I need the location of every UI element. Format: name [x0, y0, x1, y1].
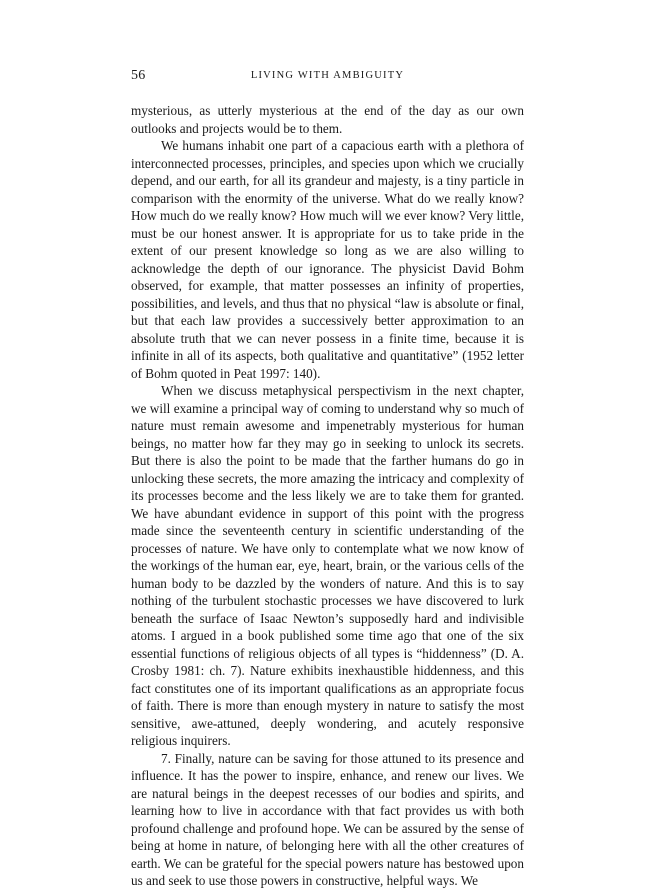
paragraph-knowledge: We humans inhabit one part of a capacious earth with a plethora of interconnected processes, principles, and species upon which we crucially depend, and our earth, for all its grandeur and majesty, is a tiny particle in comparison with the enormity of the universe. What do we really know? How much do we really know? How much will we ever know? Very little, must be our honest answer. It is appropriate for us to take pride in the extent of our present knowledge so long as we are also willing to acknowledge the depth of our ignorance. The physicist David Bohm observed, for example, that matter possesses an infinity of properties, possibilities, and levels, and thus that no physical “law is absolute or final, but that each law provides a successively better approximation to an absolute truth that we can never possess in a finite time, because it is infinite in all of its aspects, both qualitative and quantitative” (1952 letter of Bohm quoted in Peat 1997: 140).: [131, 138, 524, 381]
running-title: LIVING WITH AMBIGUITY: [250, 70, 405, 81]
paragraph-continued: mysterious, as utterly mysterious at the end of the day as our own outlooks and projects would be to them.: [131, 103, 524, 136]
book-page: [131, 68, 524, 890]
paragraph-mystery: When we discuss metaphysical perspectivism in the next chapter, we will examine a principal way of coming to understand why so much of nature must remain awesome and impenetrably mysterious for human beings, no matter how far they may go in seeking to unlock its secrets. But there is also the point to be made that the farther humans do go in unlocking these secrets, the more amazing the intricacy and complexity of its processes become and the less likely we are to take them for granted. We have abundant evidence in support of this point with the progress made since the seventeenth century in scientific understanding of the processes of nature. We have only to contemplate what we now know of the workings of the human ear, eye, heart, brain, or the various cells of the human body to be dazzled by the wonders of nature. And this is to say nothing of the turbulent stochastic processes we have discovered to lurk beneath the surface of Isaac Newton’s supposedly hard and indivisible atoms. I argued in a book published some time ago that one of the six essential functions of religious objects of all types is “hiddenness” (D. A. Crosby 1981: ch. 7). Nature exhibits inexhaustible hiddenness, and this fact constitutes one of its important qualifications as an appropriate focus of faith. There is more than enough mystery in nature to satisfy the most sensitive, awe-attuned, deeply wondering, and acutely responsive religious inquirers.: [131, 383, 524, 748]
paragraph-saving: 7. Finally, nature can be saving for those attuned to its presence and influence. It has the power to inspire, enhance, and renew our lives. We are natural beings in the deepest recesses of our bodies and spirits, and learning how to live in accordance with that fact provides us with both profound challenge and profound hope. We can be assured by the sense of being at home in nature, of belonging here with all the other creatures of earth. We can be grateful for the special powers nature has bestowed upon us and seek to use those powers in constructive, helpful ways. We: [131, 750, 524, 888]
page-number: 56: [131, 68, 146, 83]
running-head: [131, 68, 524, 88]
body-text: [131, 102, 524, 890]
